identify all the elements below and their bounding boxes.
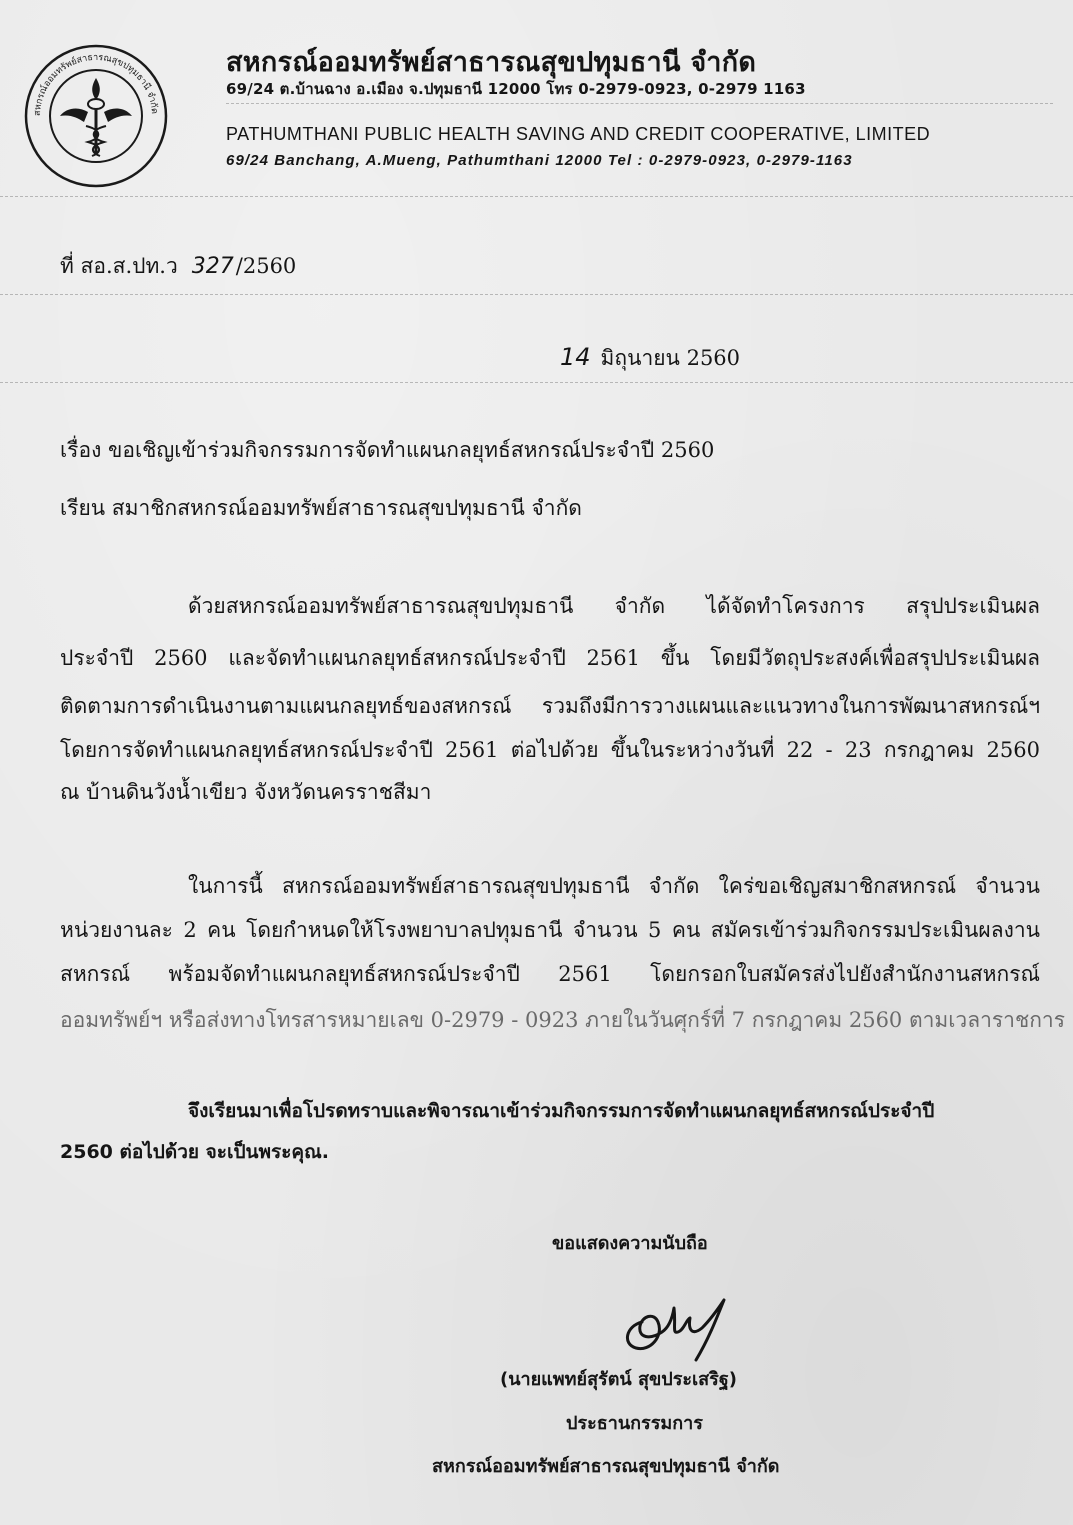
org-name-english: PATHUMTHANI PUBLIC HEALTH SAVING AND CREDIT COOPERATIVE, LIMITED (226, 124, 931, 144)
reference-prefix: ที่ สอ.ส.ปท.ว (60, 254, 178, 278)
cooperative-seal-icon (22, 42, 170, 190)
paragraph2-line: ออมทรัพย์ฯ หรือส่งทางโทรสารหมายเลข 0-2979 - 0923 ภายในวันศุกร์ที่ 7 กรกฎาคม 2560 ตามเวลาราชการ (60, 1008, 1065, 1032)
org-address-thai: 69/24 ต.บ้านฉาง อ.เมือง จ.ปทุมธานี 12000 โทร 0-2979-0923, 0-2979 1163 (226, 80, 806, 98)
signatory-name: (นายแพทย์สุรัตน์ สุขประเสริฐ) (500, 1369, 737, 1390)
closing-line: จึงเรียนมาเพื่อโปรดทราบและพิจารณาเข้าร่วมกิจกรรมการจัดทำแผนกลยุทธ์สหกรณ์ประจำปี (188, 1100, 935, 1122)
closing-line: 2560 ต่อไปด้วย จะเป็นพระคุณ. (60, 1141, 329, 1163)
org-name-thai: สหกรณ์ออมทรัพย์สาธารณสุขปทุมธานี จำกัด (226, 47, 757, 78)
letter-date (560, 342, 740, 375)
paragraph1-line: โดยการจัดทำแผนกลยุทธ์สหกรณ์ประจำปี 2561 ต่อไปด้วย ขึ้นในระหว่างวันที่ 22 - 23 กรกฎาคม 2560 (60, 738, 1040, 762)
signatory-organization: สหกรณ์ออมทรัพย์สาธารณสุขปทุมธานี จำกัด (432, 1456, 780, 1477)
seal-ring-text: สหกรณ์ออมทรัพย์สาธารณสุขปทุมธานี จำกัด (32, 52, 160, 117)
paragraph2-line: สหกรณ์ พร้อมจัดทำแผนกลยุทธ์สหกรณ์ประจำปี 2561 โดยกรอกใบสมัครส่งไปยังสำนักงานสหกรณ์ (60, 962, 1040, 986)
scan-artifact-line (0, 294, 1073, 295)
date-month-year: มิถุนายน 2560 (600, 346, 741, 370)
reference-handwritten-number: 327 (191, 254, 234, 279)
complimentary-close: ขอแสดงความนับถือ (552, 1233, 708, 1254)
scan-artifact-line (0, 382, 1073, 383)
signatory-position: ประธานกรรมการ (566, 1413, 703, 1434)
paragraph1-line: ด้วยสหกรณ์ออมทรัพย์สาธารณสุขปทุมธานี จำกัด ได้จัดทำโครงการ สรุปประเมินผล (188, 594, 1040, 618)
paragraph1-line: ติดตามการดำเนินงานตามแผนกลยุทธ์ของสหกรณ์ รวมถึงมีการวางแผนและแนวทางในการพัฒนาสหกรณ์ฯ (60, 694, 1040, 718)
scan-artifact-line (0, 196, 1073, 197)
scan-artifact-line (226, 103, 1053, 104)
paragraph1-line: ประจำปี 2560 และจัดทำแผนกลยุทธ์สหกรณ์ประจำปี 2561 ขึ้น โดยมีวัตถุประสงค์เพื่อสรุปประเมินผล (60, 646, 1040, 670)
letter-recipient: เรียน สมาชิกสหกรณ์ออมทรัพย์สาธารณสุขปทุมธานี จำกัด (60, 496, 582, 520)
date-handwritten-day: 14 (560, 343, 591, 371)
org-address-english: 69/24 Banchang, A.Mueng, Pathumthani 12000 Tel : 0-2979-0923, 0-2979-1163 (226, 152, 853, 169)
reference-suffix: /2560 (235, 254, 297, 278)
letter-subject: เรื่อง ขอเชิญเข้าร่วมกิจกรรมการจัดทำแผนกลยุทธ์สหกรณ์ประจำปี 2560 (60, 438, 715, 462)
paragraph2-line: ในการนี้ สหกรณ์ออมทรัพย์สาธารณสุขปทุมธานี จำกัด ใคร่ขอเชิญสมาชิกสหกรณ์ จำนวน (188, 874, 1040, 898)
paragraph1-line: ณ บ้านดินวังน้ำเขียว จังหวัดนครราชสีมา (60, 780, 432, 804)
reference-number (60, 250, 296, 283)
paragraph2-line: หน่วยงานละ 2 คน โดยกำหนดให้โรงพยาบาลปทุมธานี จำนวน 5 คน สมัครเข้าร่วมกิจกรรมประเมินผลงาน (60, 918, 1040, 942)
handwritten-signature-icon (612, 1282, 742, 1362)
